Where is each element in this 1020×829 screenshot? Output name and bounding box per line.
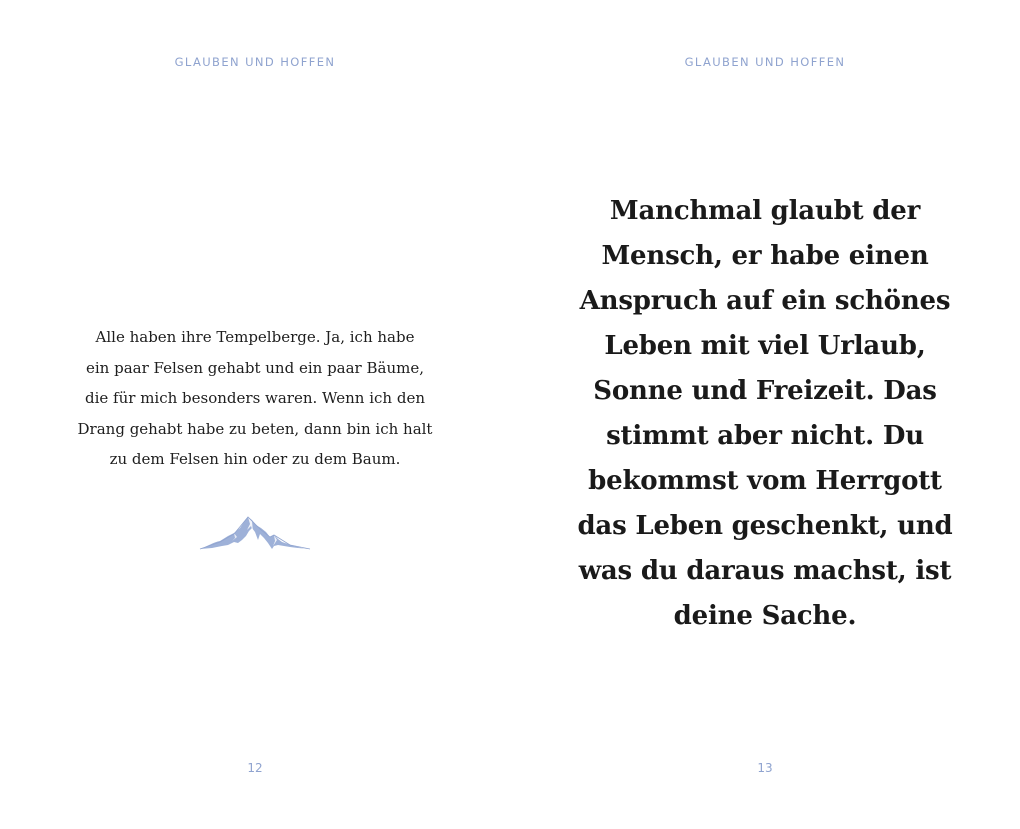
quote-line: Anspruch auf ein schönes: [579, 286, 951, 316]
quote-line: deine Sache.: [673, 601, 857, 631]
quote-line: stimmt aber nicht. Du: [606, 421, 924, 451]
body-line: ein paar Felsen gehabt und ein paar Bäume,: [86, 358, 424, 377]
page-number-left: 12: [247, 761, 263, 775]
quote-line: Sonne und Freizeit. Das: [593, 376, 937, 406]
running-head-left: GLAUBEN UND HOFFEN: [174, 55, 336, 69]
quote-line: Leben mit viel Urlaub,: [604, 331, 926, 361]
body-line: die für mich besonders waren. Wenn ich den: [85, 389, 425, 407]
body-line: zu dem Felsen hin oder zu dem Baum.: [109, 450, 401, 468]
body-paragraph: [60, 322, 450, 475]
quote-line: bekommst vom Herrgott: [588, 466, 942, 496]
quote-line: was du daraus machst, ist: [578, 556, 952, 586]
body-line: Drang gehabt habe zu beten, dann bin ich halt: [77, 419, 433, 438]
page-number-right: 13: [757, 761, 773, 775]
right-page: [510, 0, 1020, 829]
quote-line: Manchmal glaubt der: [609, 196, 921, 226]
quote-line: Mensch, er habe einen: [601, 241, 929, 271]
mountain-icon: [198, 512, 314, 556]
body-line: Alle haben ihre Tempelberge. Ja, ich habe: [95, 328, 415, 346]
quote-line: das Leben geschenkt, und: [577, 511, 953, 541]
quote-block: [530, 189, 1000, 639]
running-head-right: GLAUBEN UND HOFFEN: [684, 55, 846, 69]
